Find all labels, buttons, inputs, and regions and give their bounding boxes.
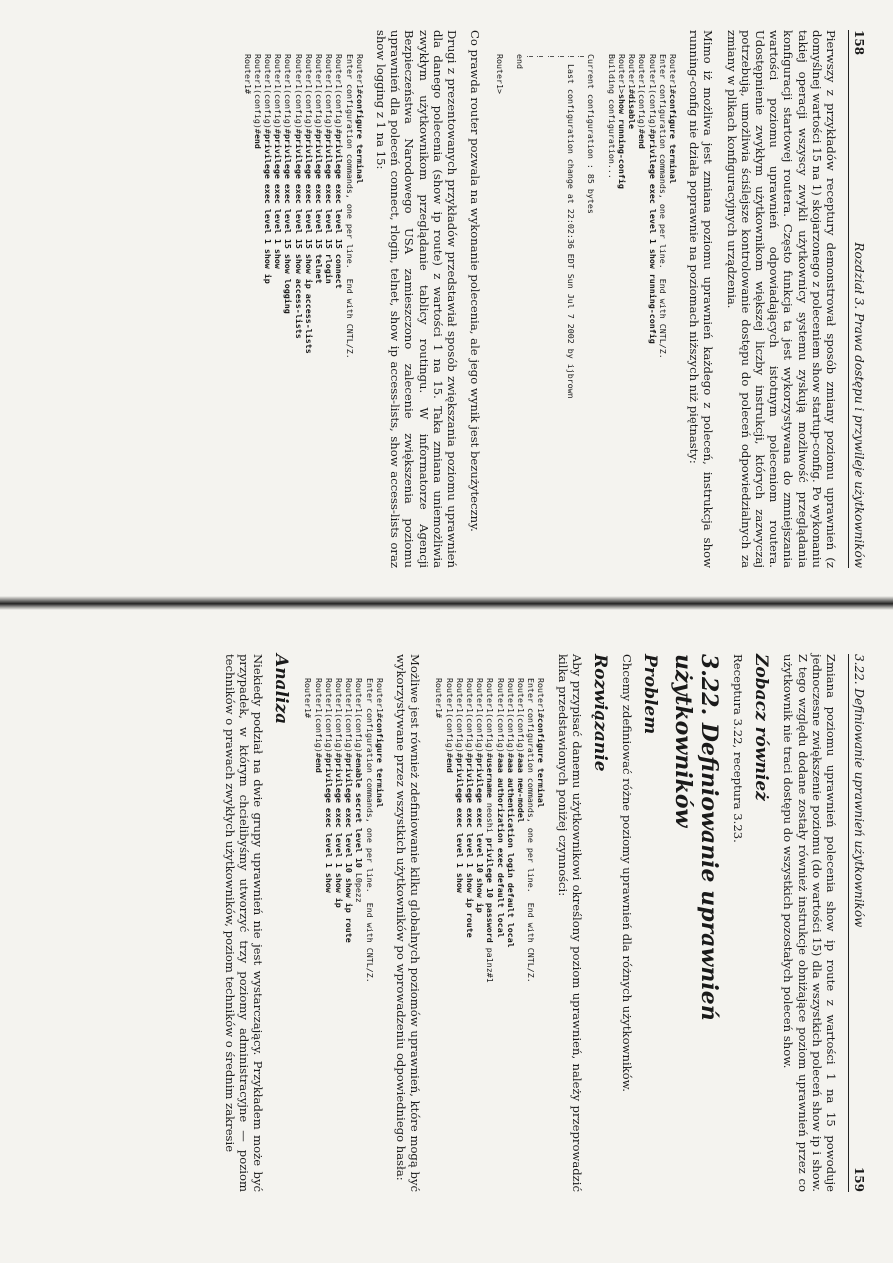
code-line (596, 54, 606, 568)
code-text: ! (576, 54, 587, 59)
code-text: Router1(config)# (344, 678, 355, 758)
book-spine-shadow (0, 596, 893, 610)
code-command: configure terminal (354, 93, 365, 184)
code-text: Enter configuration commands, one per line. End with CNTL/Z. (364, 678, 375, 983)
code-command: privilege exec level 15 show access-lists (293, 133, 304, 339)
code-line (505, 54, 515, 568)
left-page-header (848, 30, 866, 568)
code-line (627, 54, 637, 568)
code-text: neoshi (485, 802, 496, 833)
code-text: Router1(config)# (485, 678, 496, 758)
code-command: privilege exec level 1 show (273, 133, 284, 269)
code-line (607, 54, 617, 568)
code-line (586, 54, 596, 568)
solution-text: Aby przypisać danemu użytkownikowi określony poziom uprawnień, należy przeprowadzić kilka przedstawionych poniżej czynności: (555, 654, 584, 1192)
code-command: privilege exec level 10 show ip route (344, 757, 355, 943)
code-text: Router1(config)# (464, 678, 475, 758)
code-line (355, 54, 365, 568)
code-line (455, 678, 465, 1192)
code-text: Router1(config)# (314, 54, 325, 134)
code-text: ! (535, 54, 546, 59)
code-line (242, 54, 252, 568)
code-line (304, 54, 314, 568)
code-line (314, 54, 324, 568)
code-text: Router1(config)# (283, 54, 294, 134)
code-text: Router1(config)# (334, 54, 345, 134)
code-line (658, 54, 668, 568)
code-line (344, 54, 354, 568)
code-text: Router1(config)# (637, 54, 648, 134)
code-command: configure terminal (374, 717, 385, 808)
left-running-head: Rozdział 3. Prawa dostępu i przywileje użytkowników (852, 242, 866, 568)
code-text: Router1(config)# (252, 54, 263, 134)
code-command: privilege exec level 15 telnet (314, 133, 325, 284)
right-running-head: 3.22. Definiowanie uprawnień użytkowników (852, 654, 866, 928)
code-line (566, 54, 576, 568)
code-text: Router1# (242, 54, 253, 94)
code-text: Router1(config)# (475, 678, 486, 758)
code-listing (242, 54, 364, 568)
code-line (515, 54, 525, 568)
code-text: Router1(config)# (293, 54, 304, 134)
code-text: pa1nz#1 (485, 947, 496, 983)
code-text: end (514, 54, 525, 69)
right-page-number: 159 (852, 1166, 866, 1192)
code-text: Router1(config)# (333, 678, 344, 758)
code-text: Current configuration : 85 bytes (586, 54, 597, 214)
code-line (324, 678, 334, 1192)
code-line (283, 54, 293, 568)
code-line (303, 678, 313, 1192)
code-listing (494, 54, 678, 568)
code-line (506, 678, 516, 1192)
right-page (20, 628, 880, 1218)
code-line (273, 54, 283, 568)
code-line (475, 678, 485, 1192)
code-command: aaa new-model (515, 757, 526, 823)
left-page-number: 158 (852, 30, 866, 56)
code-text: Router1(config)# (313, 678, 324, 758)
see-also-heading: Zobacz również (751, 654, 772, 801)
code-line (536, 678, 546, 1192)
left-paragraph-2: Mimo iż możliwa jest zmiana poziomu uprawnień każdego z poleceń, instrukcja show running-config nie działa poprawnie na poziomach niższych niż piętnasty: (687, 30, 716, 568)
code-text: Router1(config)# (323, 678, 334, 758)
code-line (494, 54, 504, 568)
code-line (354, 678, 364, 1192)
code-line (526, 678, 536, 1192)
code-text: Enter configuration commands, one per line. End with CNTL/Z. (657, 54, 668, 359)
right-page-header (848, 654, 866, 1192)
code-text: Router1(config)# (505, 678, 516, 758)
code-line (576, 54, 586, 568)
see-also-text: Receptura 3.22, receptura 3.23. (731, 654, 746, 843)
intro-paragraph: Zmiana poziomu uprawnień polecenia show ip route z wartości 1 na 15 powoduje jednoczesne zwiększenie poziomu (do wartości 15) dla wszystkich poleceń show ip i show. Z tego względu dodane zostały również instrukcje obniżające poziom uprawnień przez co użytkownik nie traci dostępu do wszystkich pozostałych poleceń show. (781, 654, 838, 1192)
code-line (324, 54, 334, 568)
code-line (495, 678, 505, 1192)
code-text: Router1(config)# (647, 54, 658, 134)
code-line (637, 54, 647, 568)
code-line (516, 678, 526, 1192)
code-text: Router1# (667, 54, 678, 94)
code-command: enable secret level 10 (354, 757, 365, 873)
code-text: Building configuration... (606, 54, 617, 179)
code-line (556, 54, 566, 568)
code-command: privilege exec level 15 show ip access-lists (303, 133, 314, 354)
code-text: Router1(config)# (273, 54, 284, 134)
analysis-text: Niekiedy podział na dwie grupy uprawnień nie jest wystarczający. Przykładem może być przypadek, w którym chcielibyśmy utworzyć trzy poziomy administracyjne — poziom techników o prawach zwykłych użytkowników, poziom techników o średnim zakresie (222, 654, 266, 1192)
code-command: privilege exec level 15 rlogin (324, 133, 335, 284)
code-command: configure terminal (667, 93, 678, 184)
code-line (647, 54, 657, 568)
code-text: Router1(config)# (454, 678, 465, 758)
code-line (263, 54, 273, 568)
code-text: Router1# (374, 678, 385, 718)
code-line (465, 678, 475, 1192)
code-text: Router1(config)# (263, 54, 274, 134)
code-line (344, 678, 354, 1192)
code-text: ! Last configuration change at 22:02:36 EDT Sun Jul 7 2002 by ijbrown (565, 54, 576, 399)
code-text: ! (525, 54, 536, 59)
problem-text: Chcemy zdefiniować różne poziomy uprawnień dla różnych użytkowników. (619, 654, 634, 1092)
code-line (444, 678, 454, 1192)
code-line (334, 678, 344, 1192)
code-line (293, 54, 303, 568)
code-line (668, 54, 678, 568)
code-command: privilege 10 password (485, 832, 496, 948)
problem-heading: Problem (639, 654, 660, 735)
solution-heading: Rozwiązanie (589, 654, 610, 772)
code-command: privilege exec level 1 show (454, 757, 465, 893)
left-paragraph-1: Pierwszy z przykładów receptury demonstrował sposób zmiany poziomu uprawnień (z domyślnej wartości 15 na 1) skojarzonego z poleceniem show startup-config. Po wykonaniu takiej operacji wszyscy zwykli użytkownicy systemu zyskują możliwość przeglądania konfiguracji startowej routera. Często funkcja ta jest wykorzystywana do zmniejszania wartości poziomu uprawnień odpowiadających istotnym poleceniom routera. Udostępnienie zwykłym użytkownikom większej liczby instrukcji, których zazwyczaj potrzebują, umożliwia ściślejsze kontrolowanie dostępu do poleceń odpowiedzialnych za zmiany w plikach konfiguracyjnych urządzenia. (724, 30, 838, 568)
code-command: show running-config (616, 93, 627, 189)
code-line (485, 678, 495, 1192)
code-line (434, 678, 444, 1192)
analysis-heading: Analiza (271, 654, 292, 725)
code-text: Router1# (434, 678, 445, 718)
code-line (375, 678, 385, 1192)
code-command: privilege exec level 1 show ip (263, 133, 274, 284)
code-line (617, 54, 627, 568)
code-command: disable (627, 93, 638, 129)
code-command: privilege exec level 15 connect (334, 133, 345, 289)
code-text: Enter configuration commands, one per line. End with CNTL/Z. (344, 54, 355, 359)
code-line (535, 54, 545, 568)
left-page (20, 4, 880, 594)
code-command: aaa authorization exec default local (495, 757, 506, 938)
code-line (545, 54, 555, 568)
code-text: Router1> (616, 54, 627, 94)
code-command: username (485, 757, 496, 803)
code-text: Router1# (303, 678, 314, 718)
code-text: Router1# (536, 678, 547, 718)
code-text: L0pezz (354, 872, 365, 903)
code-command: end (252, 133, 263, 149)
mid-paragraph: Możliwe jest również zdefiniowanie kilku globalnych poziomów uprawnień, które mogą być wykorzystywane przez wszystkich użytkowników po wprowadzeniu odpowiedniego hasła: (393, 654, 423, 1192)
code-text: Router1(config)# (324, 54, 335, 134)
code-text: Router1(config)# (444, 678, 455, 758)
code-command: end (313, 757, 324, 773)
code-command: privilege exec level 1 show running-config (647, 133, 658, 344)
code-line (253, 54, 263, 568)
code-command: privilege exec level 1 show ip route (464, 757, 475, 938)
code-command: end (637, 133, 648, 149)
left-paragraph-4: Drugi z prezentowanych przykładów przedstawiał sposób zwiększania poziomu uprawnień dla danego polecenia (show ip route) z wartości 1 na 15. Taka zmiana uniemożliwia zwykłym użytkownikom przeglądanie tablicy routingu. W informatorze Agencji Bezpieczeństwa Narodowego USA zamieszczono zalecenie zwiększenia poziomu uprawnień dla poleceń connect, rlogin, telnet, show ip access-lists, show access-lists oraz show logging z 1 na 15: (374, 30, 460, 568)
section-title: 3.22. Definiowanie uprawnień użytkowników (669, 654, 722, 1021)
code-command: privilege exec level 1 show ip (333, 757, 344, 908)
left-paragraph-3: Co prawda router pozwala na wykonanie polecenia, ale jego wynik jest bezużyteczny. (468, 30, 483, 532)
code-text: Router1(config)# (354, 678, 365, 758)
code-command: configure terminal (536, 717, 547, 808)
code-line (525, 54, 535, 568)
code-command: privilege exec level 1 show (323, 757, 334, 893)
code-text: Router1(config)# (303, 54, 314, 134)
code-command: privilege exec level 15 show logging (283, 133, 294, 314)
code-text: Router1# (627, 54, 638, 94)
code-text: Router1# (354, 54, 365, 94)
code-command: privilege exec level 10 show ip (475, 757, 486, 913)
code-text: Enter configuration commands, one per line. End with CNTL/Z. (526, 678, 537, 983)
code-line (334, 54, 344, 568)
code-text: Router1> (494, 54, 505, 94)
code-command: aaa authentication login default local (505, 757, 516, 948)
code-listing (434, 678, 546, 1192)
code-text: ! (555, 54, 566, 59)
code-text: ! (545, 54, 556, 59)
code-listing (303, 678, 385, 1192)
code-command: end (444, 757, 455, 773)
code-line (364, 678, 374, 1192)
code-line (313, 678, 323, 1192)
code-text: Router1(config)# (495, 678, 506, 758)
code-text: Router1(config)# (515, 678, 526, 758)
